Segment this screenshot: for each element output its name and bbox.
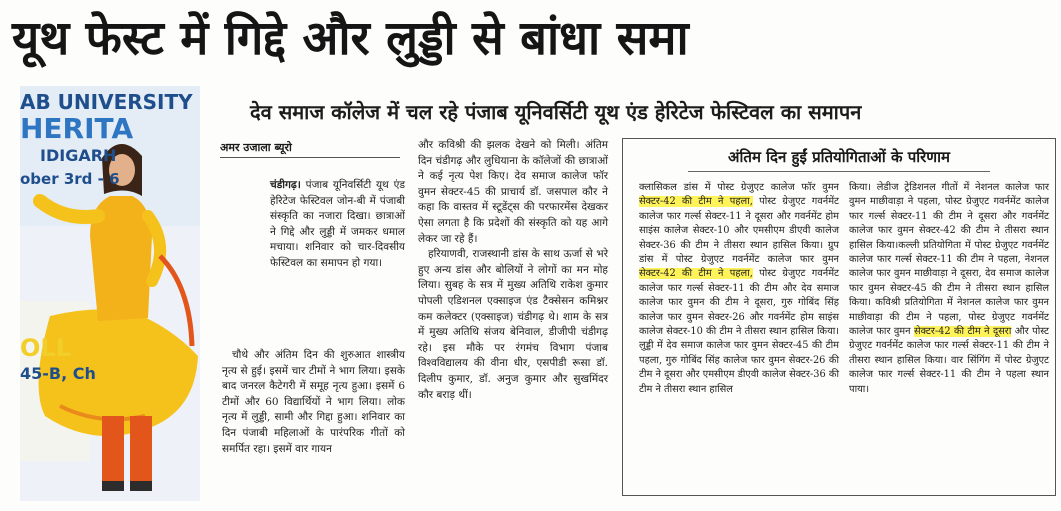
- byline: अमर उजाला ब्यूरो: [220, 140, 400, 158]
- article-paragraph-2: चौथे और अंतिम दिन की शुरुआत शास्त्रीय नृत्य से हुई। इसमें चार टीमों ने भाग लिया। इसके बाद जनरल कैटेगरी में समूह नृत्य हुआ। इसमें 6 टीमों और 60 विद्यार्थियों ने भाग लिया। लोक नृत्य में लुड्डी, सामी और गिद्दा हुआ। शनिवार का दिन पंजाबी महिलाओं के पारंपरिक गीतों को समर्पित रहा। इसमें वार गायन: [222, 349, 405, 455]
- banner-text-1: AB UNIVERSITY: [20, 90, 193, 114]
- subheadline: देव समाज कॉलेज में चल रहे पंजाब यूनिवर्सिटी यूथ एंड हेरिटेज फेस्टिवल का समापन: [250, 100, 862, 124]
- dancer-photo: [20, 86, 200, 501]
- results-left-text-1: क्लासिकल डांस में पोस्ट ग्रेजुएट कालेज फॉर वुमन: [639, 182, 839, 193]
- highlighted-result-1: सेक्टर-42 की टीम ने पहला,: [639, 196, 753, 208]
- article-paragraph-4: हरियाणवी, राजस्थानी डांस के साथ ऊर्जा से भरे हुए अन्य डांस और बोलियों ने लोगों का मन मोह लिया। सुबह के सत्र में मुख्य अतिथि राकेश कुमार पोपली एडिशनल एक्साइज एंड टैक्सेसन कमिश्नर कम कलेक्टर (एक्साइज) चंडीगढ़ थे। शाम के सत्र में मुख्य अतिथि संजय बेनिवाल, डीजीपी चंडीगढ़ रहे। इस मौके पर रंगमंच विभाग पंजाब विश्वविद्यालय की वीना धीर, एसपीडी रूसा डॉ. दिलीप कुमार, डॉ. अनुज कुमार और सुखमिंदर कौर बराड़ थीं।: [418, 248, 608, 401]
- results-right-text-2: और पोस्ट ग्रेजुएट गवर्नमेंट कालेज फार गर्ल्स सेक्टर-11 की टीम ने तीसरा स्थान हासिल किया। वार सिंगिंग में पोस्ट ग्रेजुएट कालेज फार गर्ल्स सेक्टर-11 की टीम ने पहला स्थान पाया।: [849, 326, 1049, 395]
- banner-text-6: 45-B, Ch: [20, 364, 96, 383]
- banner-text-4: ober 3rd - 6: [20, 170, 120, 188]
- article-column-2: [418, 138, 608, 403]
- highlighted-result-2: सेक्टर-42 की टीम ने पहला,: [639, 268, 753, 280]
- results-box: [622, 138, 1056, 496]
- article-column-1-bottom: [222, 348, 405, 457]
- dateline: चंडीगढ़।: [270, 179, 301, 191]
- results-column-left: [639, 181, 839, 397]
- results-left-text-2: पोस्ट ग्रेजुएट गवर्नमेंट कालेज फार गर्ल्स सेक्टर-11 ने दूसरा और गवर्नमेंट होम साइंस कालेज सेक्टर-10 और एमसीएम डीएवी कालेज सेक्टर-36 की टीम ने तीसरा स्थान हासिल किया। ग्रुप डांस में पोस्ट ग्रेजुएट गवर्नमेंट कालेज फार वुमन: [639, 196, 839, 266]
- banner-text-5: OLL: [20, 334, 71, 362]
- results-right-text-1: किया। लेडीज ट्रेडिशनल गीतों में नेशनल कालेज फार वुमन माछीवाड़ा ने पहला, पोस्ट ग्रेजुएट गवर्नमेंट कालेज फार गर्ल्स सेक्टर-11 की टीम ने दूसरा और गवर्नमेंट कालेज फार वुमन सेक्टर-42 की टीम ने तीसरा स्थान हासिल किया।कल्ली प्रतियोगिता में पोस्ट ग्रेजुएट गवर्नमेंट कालेज फार गर्ल्स सेक्टर-11 की टीम ने पहला, नेशनल कालेज फार वुमन माछीवाड़ा ने दूसरा, देव समाज कालेज फार वुमन सेक्टर-45 की टीम ने तीसरा स्थान हासिल किया। कविश्री प्रतियोगिता में नेशनल कालेज फार वुमन माछीवाड़ा की टीम ने पहला, पोस्ट ग्रेजुएट गवर्नमेंट कालेज फार वुमन: [849, 182, 1049, 338]
- results-left-text-3: पोस्ट ग्रेजुएट गवर्नमेंट कालेज फार गर्ल्स सेक्टर-11 की टीम और देव समाज कालेज फार वुमन की टीम ने दूसरा, गुरु गोबिंद सिंह कालेज फार वुमन सेक्टर-26 और गवर्नमेंट होम साइंस कालेज सेक्टर-10 की टीम ने तीसरा स्थान हासिल किया। लुड्डी में देव समाज कालेज फार वुमन सेक्टर-45 की टीम पहला, गुरु गोबिंद सिंह कालेज फार वुमन सेक्टर-26 की टीम ने दूसरा और एमसीएम डीएवी कालेज सेक्टर-36 की टीम ने तीसरा स्थान हासिल: [639, 268, 839, 395]
- banner-text-3: IDIGARH: [40, 146, 117, 165]
- results-column-right: [849, 181, 1049, 397]
- article-paragraph-1: पंजाब यूनिवर्सिटी यूथ एंड हेरिटेज फेस्टिवल जोन-बी में पंजाबी संस्कृति का नजारा दिखा। छात्राओं ने गिद्दे और लुड्डी में जमकर धमाल मचाया। शनिवार को चार-दिवसीय फेस्टिवल का समापन हो गया।: [270, 179, 405, 269]
- highlighted-result-3: सेक्टर-42 की टीम ने दूसरा: [913, 326, 1012, 338]
- results-title-divider: [688, 171, 990, 172]
- article-column-1-top: [270, 178, 405, 272]
- article-paragraph-3: और कविश्री की झलक देखने को मिली। अंतिम दिन चंडीगढ़ और लुधियाना के कॉलेजों की छात्राओं ने कई नृत्य पेश किए। देव समाज कालेज फॉर वुमन सेक्टर-45 की प्राचार्य डॉ. जसपाल कौर ने कहा कि वास्तव में स्टूडेंट्स की परफारमेंस देखकर ऐसा लगता है कि प्रदेशों की संस्कृति को यह आगे लेकर जा रहे हैं।: [418, 139, 608, 245]
- results-title: अंतिम दिन हुईं प्रतियोगिताओं के परिणाम: [728, 148, 950, 166]
- headline: यूथ फेस्ट में गिद्दे और लुड्डी से बांधा समा: [12, 11, 689, 66]
- banner-text-2: HERITA: [20, 112, 134, 145]
